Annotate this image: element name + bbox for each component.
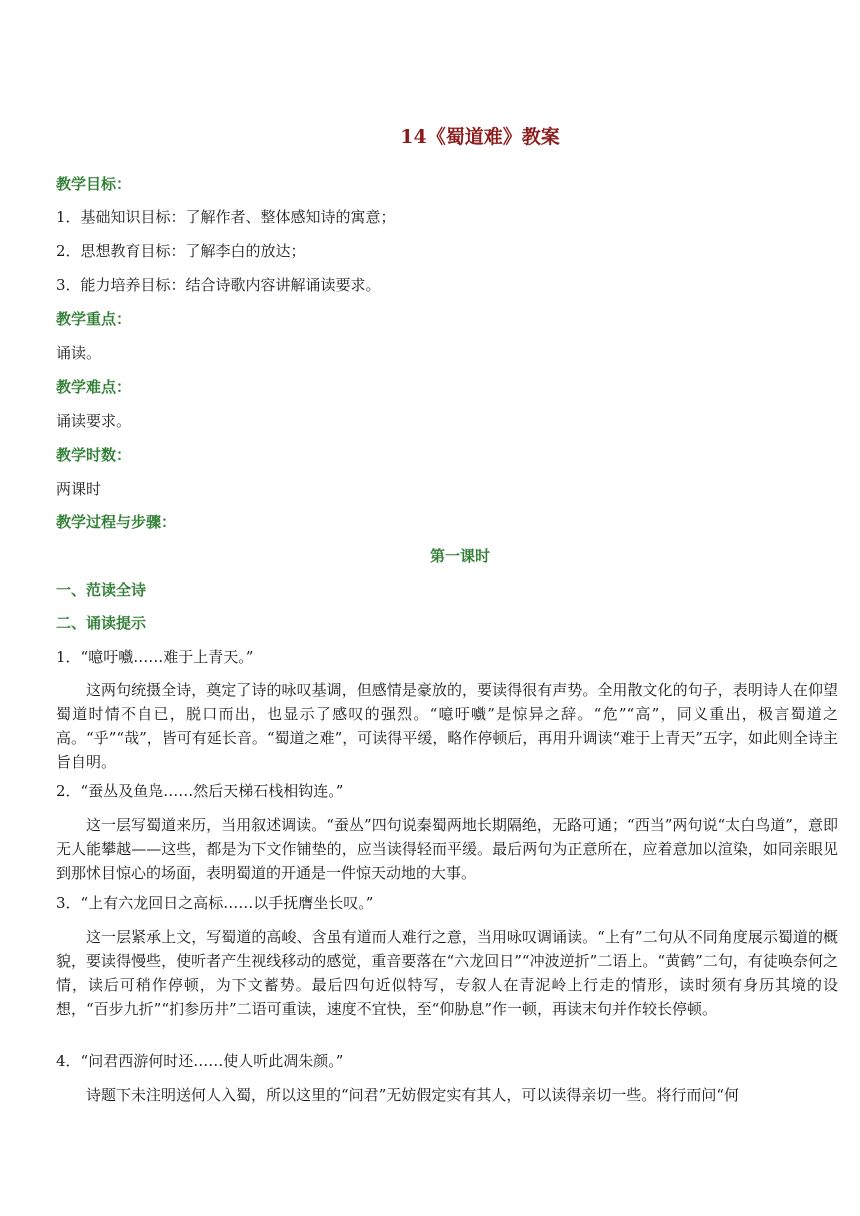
section-1-heading: 一、范读全诗 <box>56 581 147 599</box>
reading-item-3-text: 这一层紧承上文，写蜀道的高峻、含虽有道而人难行之意，当用咏叹调诵读。“上有”二句从不同角度展示蜀道的概貌，要读得慢些，使听者产生视线移动的感觉，重音要落在“六龙回日”“冲波逆折”二语上。“黄鹤”二句，有徒唤奈何之情，读后可稍作停顿，为下文蓄势。最后四句近似特写，专叙人在青泥岭上行走的情形，读时须有身历其境的设想，“百步九折”“扪参历井”二语可重读，速度不宜快，至“仰胁息”作一顿，再读末句并作较长停顿。 <box>56 928 838 1018</box>
objectives-heading: 教学目标： <box>56 175 132 193</box>
document-title: 14《蜀道难》教案 <box>400 126 560 148</box>
difficulties-text: 诵读要求。 <box>56 412 132 430</box>
reading-item-2-text: 这一层写蜀道来历，当用叙述调读。“蚕丛”四句说秦蜀两地长期隔绝，无路可通；“西当”两句说“太白鸟道”，意即无人能攀越——这些，都是为下文作铺垫的，应当读得轻而平缓。最后两句为正意所在，应着意加以渲染，如同亲眼见到那怵目惊心的场面，表明蜀道的开通是一件惊天动地的大事。 <box>56 816 838 882</box>
lesson-title: 第一课时 <box>429 547 490 565</box>
hours-text: 两课时 <box>56 480 102 498</box>
reading-item-3-quote: 3．“上有六龙回日之高标……以手抚膺坐长叹。” <box>56 894 374 912</box>
reading-item-1-text: 这两句统摄全诗，奠定了诗的咏叹基调，但感情是豪放的，要读得很有声势。全用散文化的句子，表明诗人在仰望蜀道时情不自已，脱口而出，也显示了感叹的强烈。“噫吁嚱”是惊异之辞。“危”“高”，同义重出，极言蜀道之高。“乎”“哉”，皆可有延长音。“蜀道之难”，可读得平缓，略作停顿后，再用升调读“难于上青天”五字，如此则全诗主旨自明。 <box>56 681 838 771</box>
key-points-text: 诵读。 <box>56 344 102 362</box>
reading-item-2-quote: 2．“蚕丛及鱼凫……然后天梯石栈相钩连。” <box>56 782 344 800</box>
difficulties-heading: 教学难点： <box>56 378 132 396</box>
reading-item-4-text: 诗题下未注明送何人入蜀，所以这里的“问君”无妨假定实有其人，可以读得亲切一些。将行而问“何 <box>86 1086 740 1104</box>
objective-item-3: 3．能力培养目标：结合诗歌内容讲解诵读要求。 <box>56 276 381 294</box>
key-points-heading: 教学重点： <box>56 310 132 328</box>
reading-item-1-quote: 1．“噫吁嚱……难于上青天。” <box>56 648 254 666</box>
process-heading: 教学过程与步骤： <box>56 513 177 531</box>
reading-item-4-quote: 4．“问君西游何时还……使人听此凋朱颜。” <box>56 1052 344 1070</box>
objective-item-1: 1．基础知识目标：了解作者、整体感知诗的寓意； <box>56 208 396 226</box>
objective-item-2: 2．思想教育目标：了解李白的放达； <box>56 242 306 260</box>
hours-heading: 教学时数： <box>56 446 132 464</box>
section-2-heading: 二、诵读提示 <box>56 614 147 632</box>
